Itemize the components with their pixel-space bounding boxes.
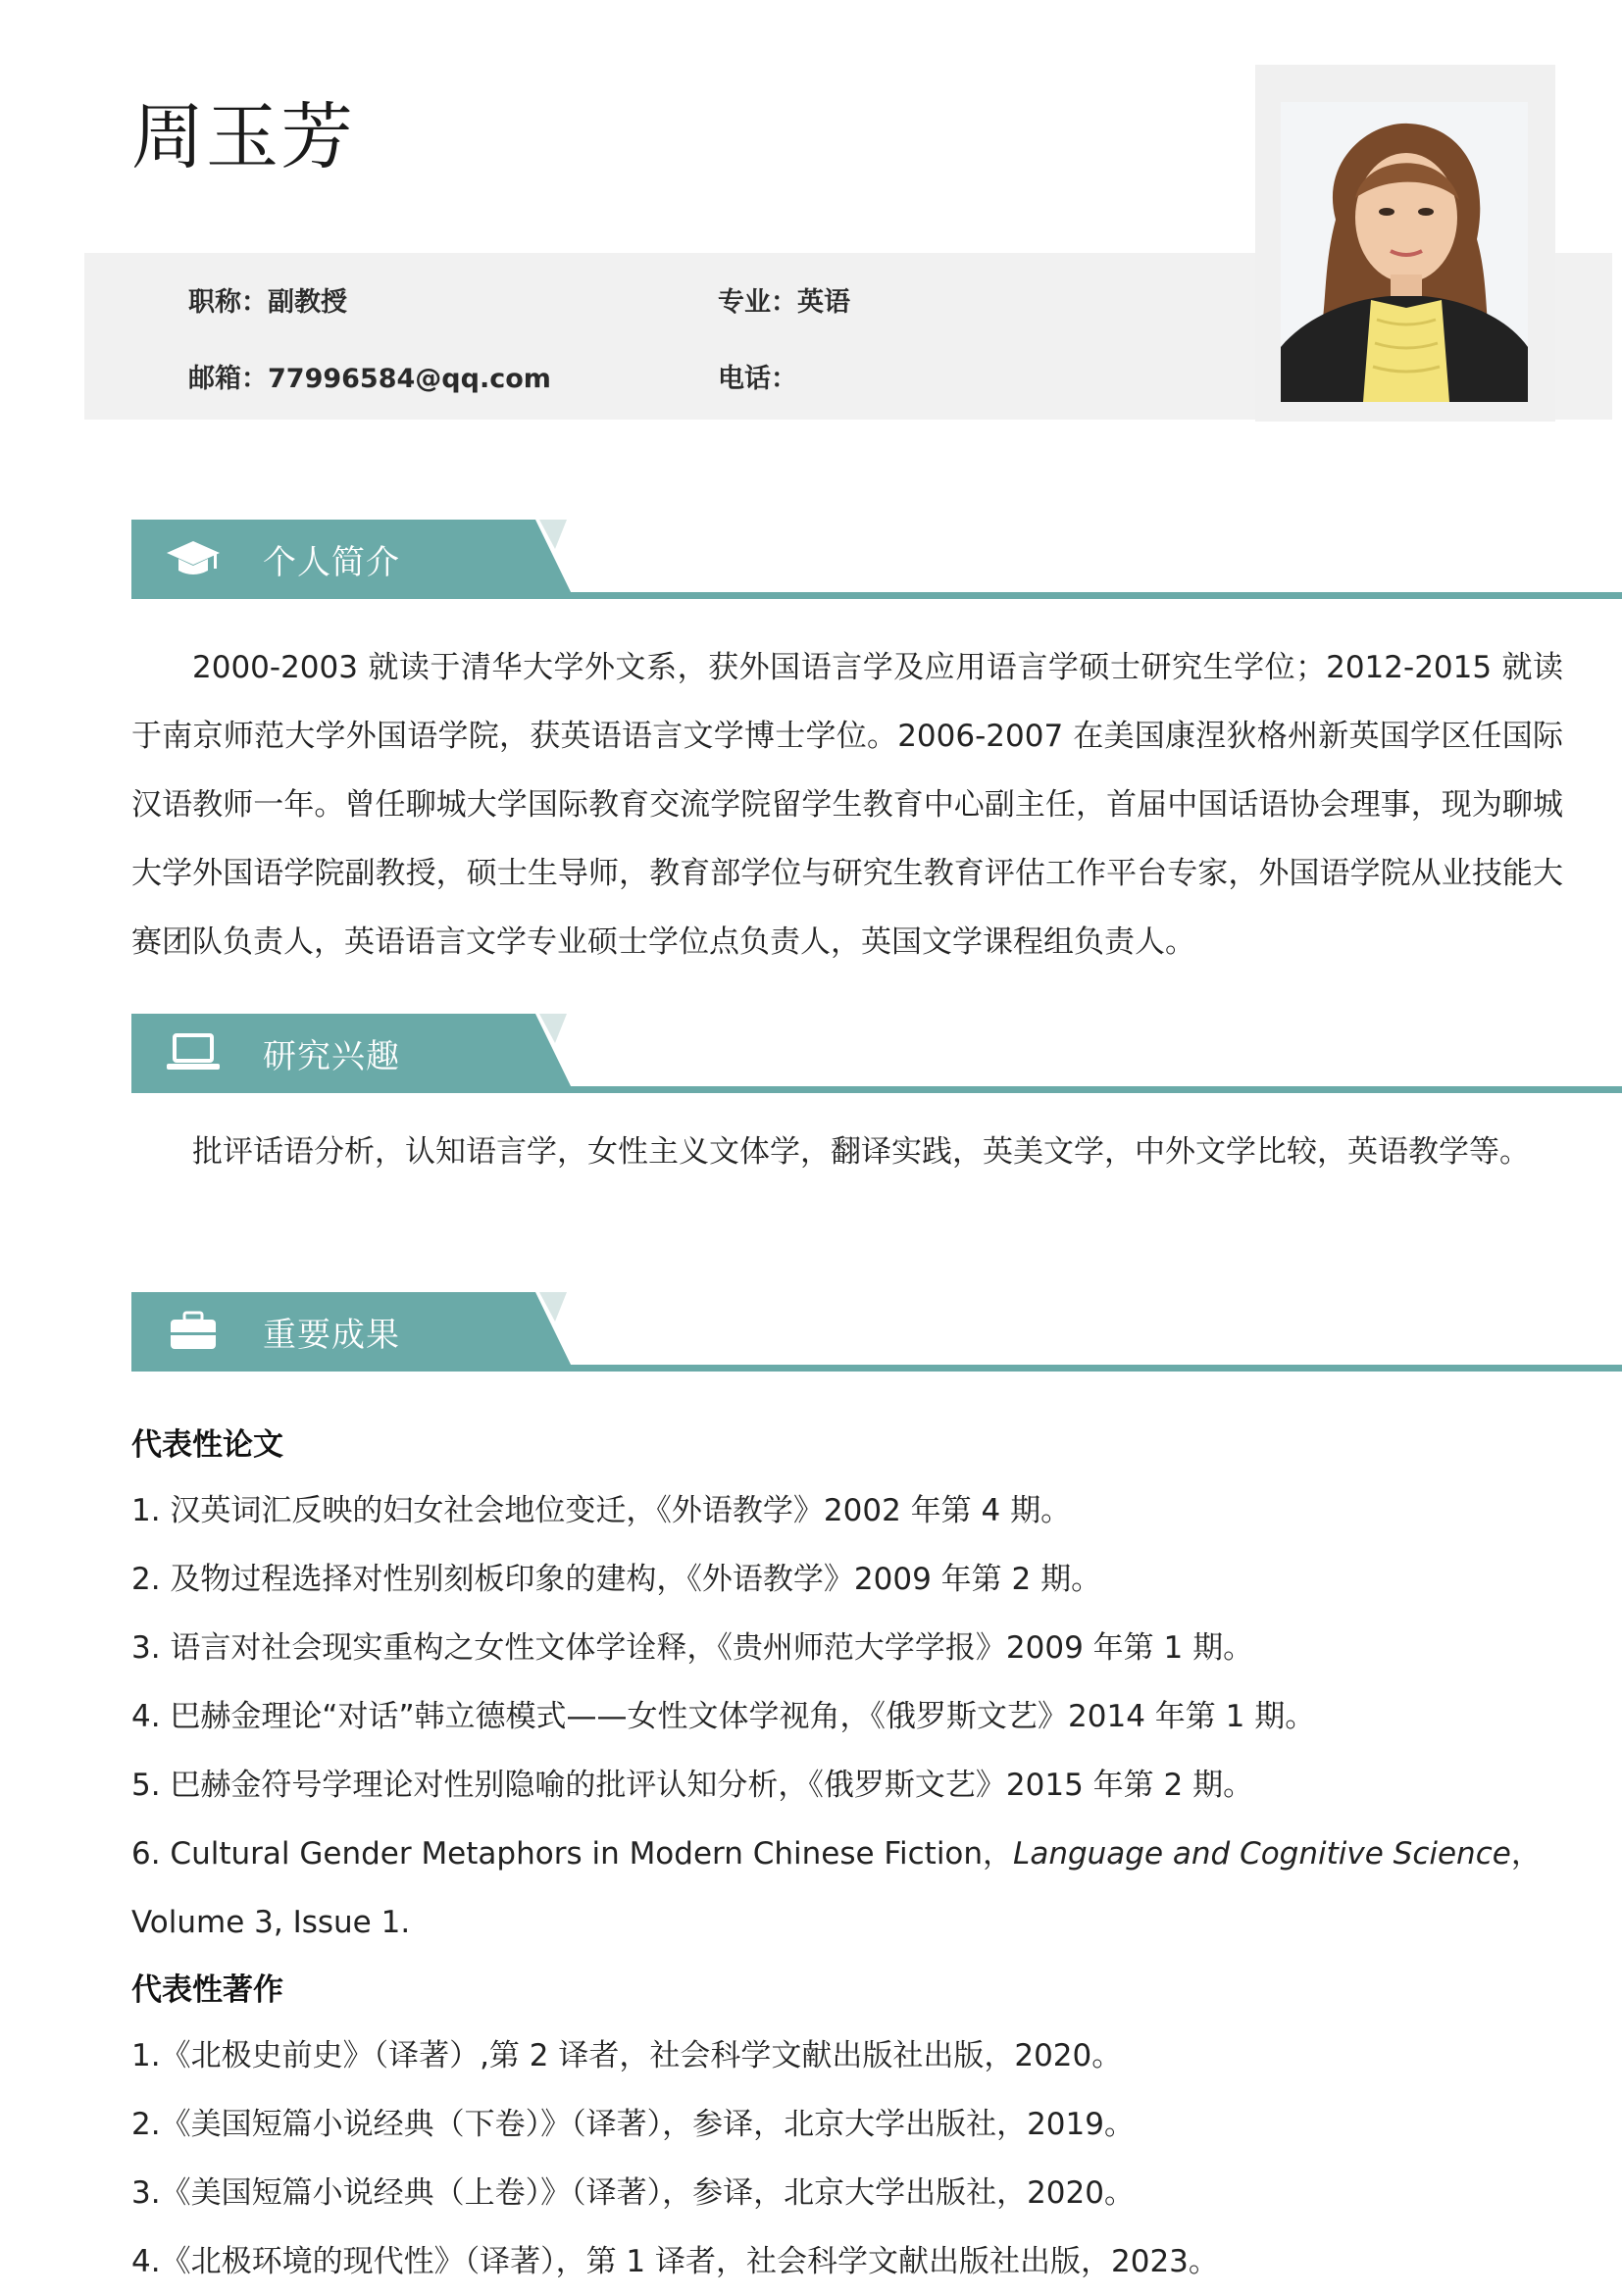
- section-header-intro: [131, 520, 1622, 604]
- paper-6-journal: Language and Cognitive Science: [1013, 1836, 1511, 1872]
- briefcase-icon: [165, 1310, 222, 1353]
- paper-6-prefix: 6. Cultural Gender Metaphors in Modern Chinese Fiction，: [131, 1836, 1014, 1872]
- portrait-photo: [1281, 102, 1528, 402]
- books-heading: 代表性著作: [131, 1972, 283, 2008]
- phone-field: 电话：: [718, 364, 797, 394]
- paper-6-suffix: ，Volume 3, Issue 1.: [131, 1836, 1542, 1940]
- book-item: 1.《北极史前史》（译著）,第 2 译者，社会科学文献出版社出版，2020。: [131, 2038, 1123, 2073]
- section-header-achievements: [131, 1292, 1622, 1376]
- paper-item: [131, 1820, 1573, 1957]
- section-title-intro: 个人简介: [263, 543, 400, 582]
- tab-slant-shape: [512, 1014, 581, 1092]
- book-item: 2.《美国短篇小说经典（下卷）》（译著），参译，北京大学出版社，2019。: [131, 2107, 1135, 2142]
- book-item: 3.《美国短篇小说经典（上卷）》（译著），参译，北京大学出版社，2020。: [131, 2175, 1135, 2211]
- section-divider: [131, 1365, 1622, 1372]
- major-field: 专业：英语: [718, 287, 850, 318]
- person-name: 周玉芳: [131, 95, 355, 179]
- portrait-frame: [1255, 65, 1555, 422]
- graduation-cap-icon: [165, 537, 222, 580]
- books-list: [131, 2021, 1573, 2296]
- laptop-icon: [165, 1031, 222, 1074]
- paper-item: 2. 及物过程选择对性别刻板印象的建构，《外语教学》2009 年第 2 期。: [131, 1562, 1102, 1597]
- paper-item: 5. 巴赫金符号学理论对性别隐喻的批评认知分析，《俄罗斯文艺》2015 年第 2 期。: [131, 1768, 1254, 1803]
- tab-slant-shape: [512, 1292, 581, 1371]
- section-title-achievements: 重要成果: [263, 1316, 400, 1355]
- book-item: 4.《北极环境的现代性》（译著），第 1 译者，社会科学文献出版社出版，2023。: [131, 2244, 1219, 2279]
- paper-item: 3. 语言对社会现实重构之女性文体学诠释，《贵州师范大学学报》2009 年第 1 期。: [131, 1630, 1254, 1666]
- email-field: 邮箱：77996584@qq.com: [188, 364, 551, 394]
- section-divider: [131, 592, 1622, 599]
- section-divider: [131, 1086, 1622, 1093]
- tab-slant-shape: [512, 520, 581, 598]
- papers-heading: 代表性论文: [131, 1427, 283, 1463]
- section-header-research: [131, 1014, 1622, 1098]
- section-title-research: 研究兴趣: [263, 1037, 400, 1076]
- paper-item: 1. 汉英词汇反映的妇女社会地位变迁，《外语教学》2002 年第 4 期。: [131, 1493, 1072, 1528]
- intro-paragraph: 2000-2003 就读于清华大学外文系，获外国语言学及应用语言学硕士研究生学位；2012-2015 就读于南京师范大学外国语学院，获英语语言文学博士学位。2006-2007 在美国康涅狄格州新英国学区任国际汉语教师一年。曾任聊城大学国际教育交流学院留学生教育中心副主任，首届中国话语协会理事，现为聊城大学外国语学院副教授，硕士生导师，教育部学位与研究生教育评估工作平台专家，外国语学院从业技能大赛团队负责人，英语语言文学专业硕士学位点负责人，英国文学课程组负责人。: [131, 650, 1563, 960]
- papers-list: [131, 1476, 1573, 1957]
- paper-item: 4. 巴赫金理论“对话”韩立德模式——女性文体学视角，《俄罗斯文艺》2014 年第 1 期。: [131, 1699, 1316, 1734]
- title-field: 职称：副教授: [188, 287, 347, 318]
- research-paragraph: 批评话语分析，认知语言学，女性主义文体学，翻译实践，英美文学，中外文学比较，英语教学等。: [192, 1134, 1530, 1170]
